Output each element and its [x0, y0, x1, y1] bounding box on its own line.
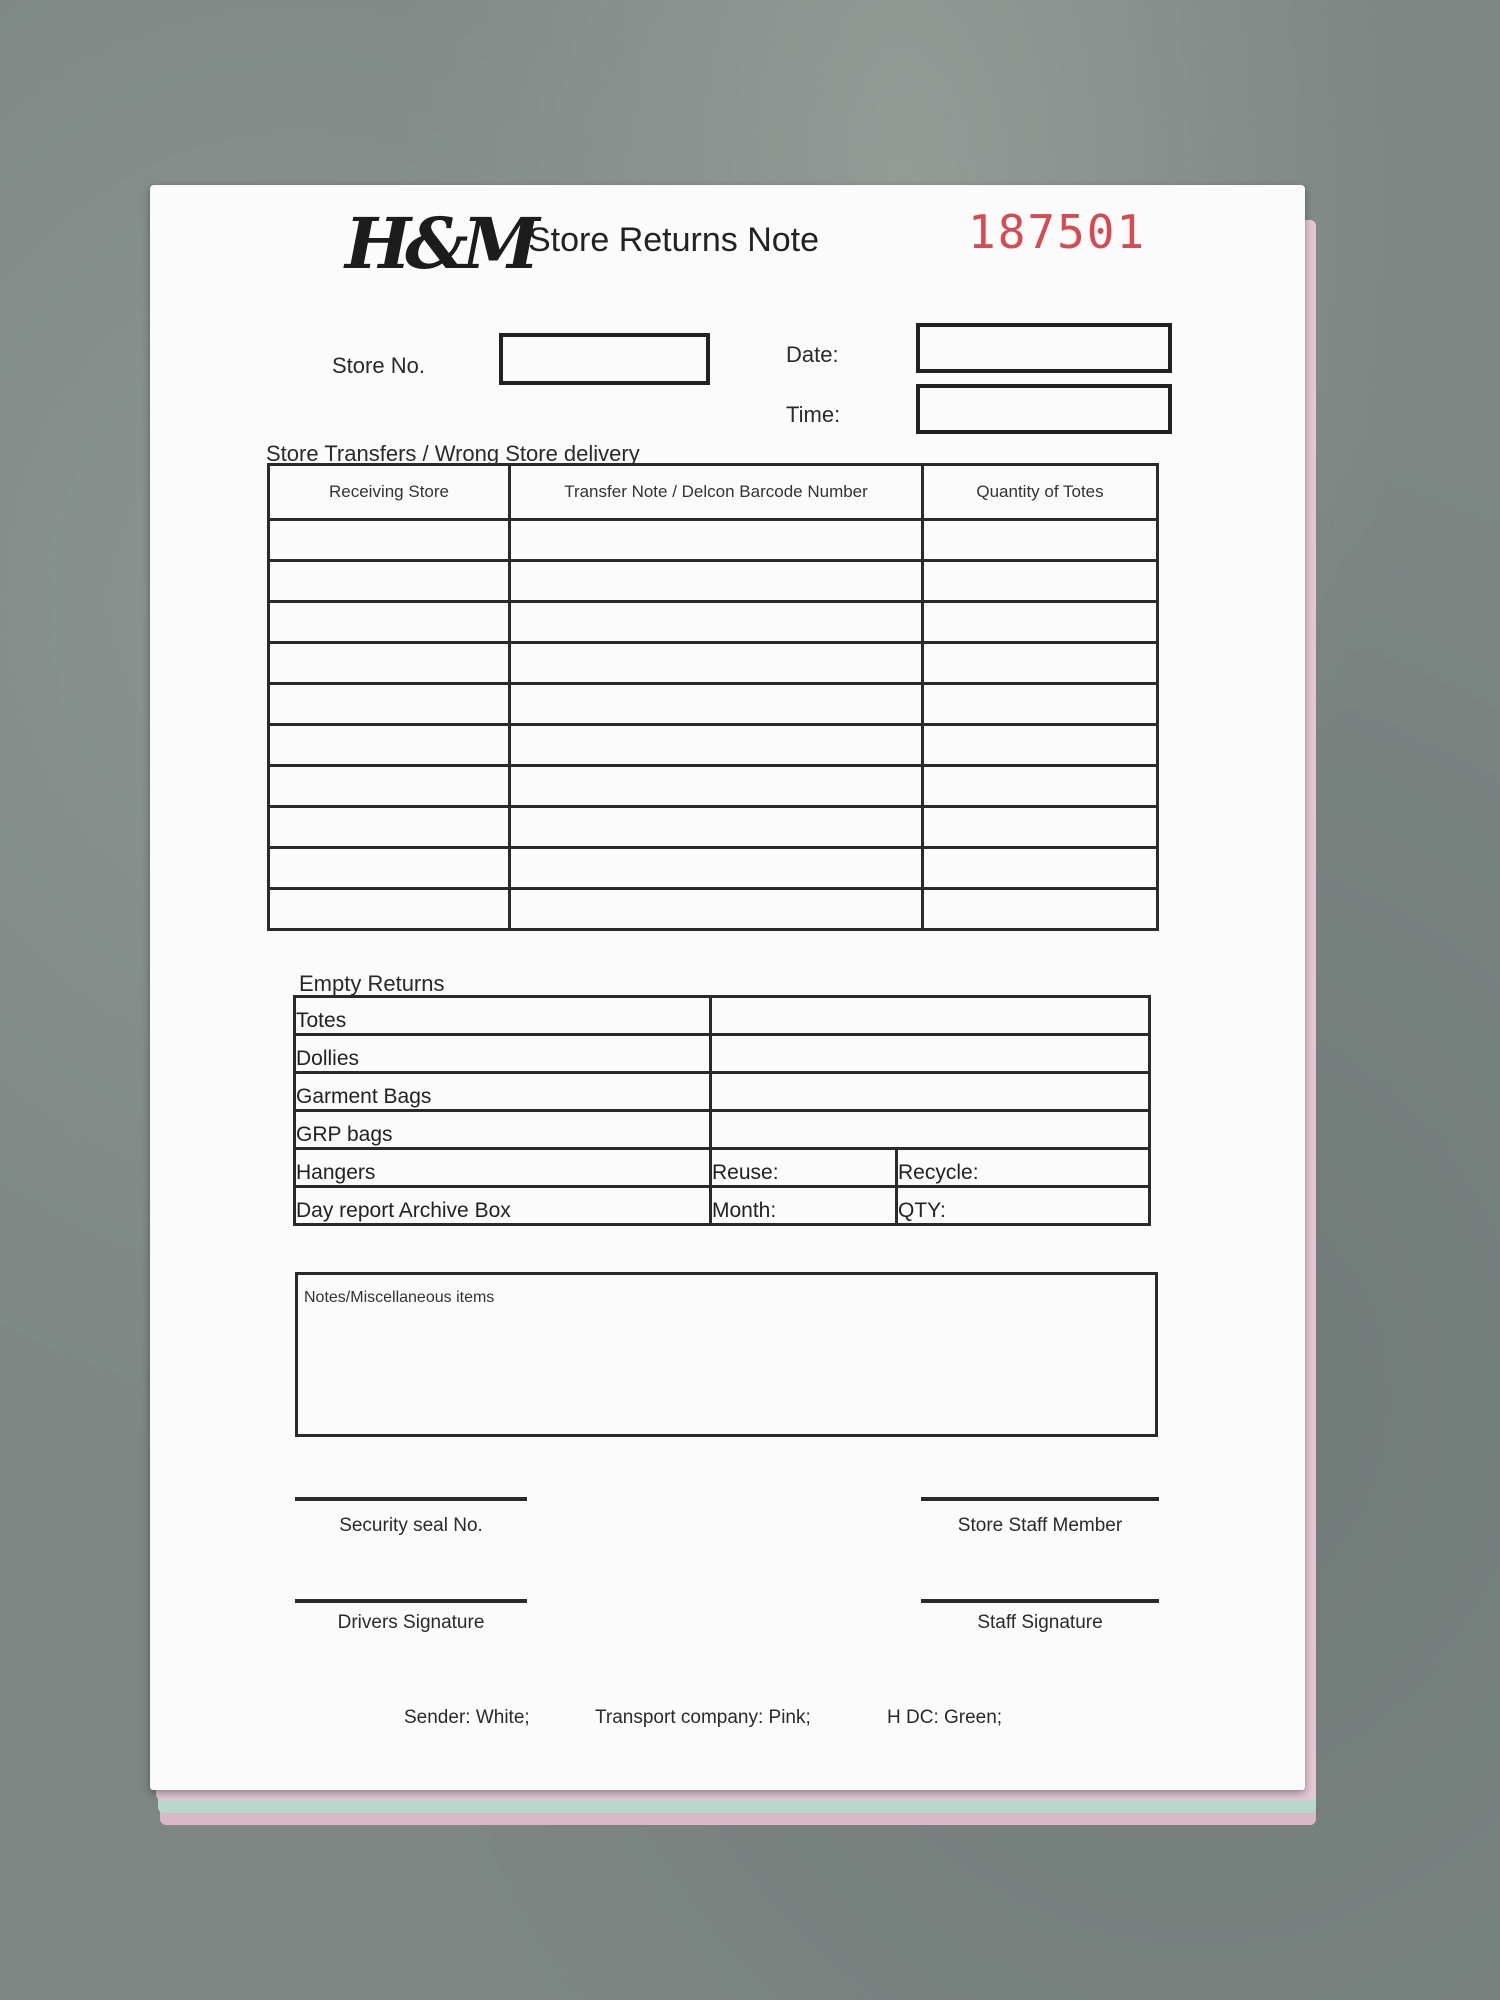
receiving-store-cell[interactable] [269, 889, 510, 930]
security-seal-label: Security seal No. [339, 1515, 483, 1536]
row-label-grp-bags: GRP bags [295, 1111, 711, 1149]
transfers-section-title: Store Transfers / Wrong Store delivery [266, 441, 640, 466]
totes-quantity-cell[interactable] [923, 643, 1158, 684]
table-row [269, 766, 1158, 807]
table-row [269, 643, 1158, 684]
table-row [269, 561, 1158, 602]
serial-number: 187501 [968, 205, 1147, 259]
receiving-store-cell[interactable] [269, 684, 510, 725]
row-label-totes: Totes [295, 997, 711, 1035]
table-row [269, 684, 1158, 725]
hangers-recycle-cell[interactable]: Recycle: [897, 1149, 1150, 1187]
receiving-store-cell[interactable] [269, 561, 510, 602]
table-row [269, 848, 1158, 889]
row-label-hangers: Hangers [295, 1149, 711, 1187]
security-seal-line[interactable] [295, 1497, 527, 1501]
column-header-receiving-store: Receiving Store [269, 465, 510, 520]
table-row [295, 1111, 1150, 1149]
column-header-transfer-note: Transfer Note / Delcon Barcode Number [510, 465, 923, 520]
archive-month-cell[interactable]: Month: [711, 1187, 897, 1225]
barcode-number-cell[interactable] [510, 520, 923, 561]
drivers-signature-label: Drivers Signature [337, 1612, 485, 1633]
table-row [269, 807, 1158, 848]
totes-quantity-cell[interactable] [923, 561, 1158, 602]
store-no-label: Store No. [332, 353, 425, 378]
date-label: Date: [786, 342, 839, 367]
barcode-number-cell[interactable] [510, 643, 923, 684]
table-row [269, 602, 1158, 643]
staff-signature-line[interactable] [921, 1599, 1159, 1603]
totes-quantity-cell[interactable] [923, 602, 1158, 643]
time-label: Time: [786, 402, 841, 427]
table-row [295, 1073, 1150, 1111]
footer-transport-copy: Transport company: Pink; [595, 1707, 811, 1728]
receiving-store-cell[interactable] [269, 766, 510, 807]
receiving-store-cell[interactable] [269, 807, 510, 848]
row-label-dollies: Dollies [295, 1035, 711, 1073]
returns-note-sheet [150, 185, 1305, 1790]
table-row [269, 725, 1158, 766]
garment-bags-value-cell[interactable] [711, 1073, 1150, 1111]
store-no-field[interactable] [499, 333, 710, 385]
transfers-table [267, 463, 1159, 931]
totes-quantity-cell[interactable] [923, 520, 1158, 561]
grp-bags-value-cell[interactable] [711, 1111, 1150, 1149]
totes-value-cell[interactable] [711, 997, 1150, 1035]
totes-quantity-cell[interactable] [923, 889, 1158, 930]
footer-dc-copy: H DC: Green; [887, 1707, 1003, 1728]
barcode-number-cell[interactable] [510, 561, 923, 602]
table-row [269, 889, 1158, 930]
empty-returns-section-title: Empty Returns [299, 971, 445, 996]
barcode-number-cell[interactable] [510, 684, 923, 725]
totes-quantity-cell[interactable] [923, 725, 1158, 766]
transfers-header-row [269, 465, 1158, 520]
notes-box[interactable] [295, 1272, 1158, 1437]
row-label-day-report-archive-box: Day report Archive Box [295, 1187, 711, 1225]
hm-logo: H&M [345, 202, 534, 285]
receiving-store-cell[interactable] [269, 725, 510, 766]
staff-signature-label: Staff Signature [977, 1612, 1103, 1633]
drivers-signature-line[interactable] [295, 1599, 527, 1603]
store-staff-line[interactable] [921, 1497, 1159, 1501]
barcode-number-cell[interactable] [510, 725, 923, 766]
barcode-number-cell[interactable] [510, 602, 923, 643]
time-field[interactable] [916, 384, 1172, 434]
barcode-number-cell[interactable] [510, 807, 923, 848]
receiving-store-cell[interactable] [269, 643, 510, 684]
store-staff-label: Store Staff Member [957, 1515, 1123, 1536]
totes-quantity-cell[interactable] [923, 684, 1158, 725]
barcode-number-cell[interactable] [510, 766, 923, 807]
receiving-store-cell[interactable] [269, 602, 510, 643]
barcode-number-cell[interactable] [510, 848, 923, 889]
table-row [295, 1149, 1150, 1187]
dollies-value-cell[interactable] [711, 1035, 1150, 1073]
form-title: Store Returns Note [528, 221, 820, 259]
totes-quantity-cell[interactable] [923, 807, 1158, 848]
row-label-garment-bags: Garment Bags [295, 1073, 711, 1111]
footer-sender-copy: Sender: White; [404, 1707, 530, 1728]
column-header-quantity-totes: Quantity of Totes [923, 465, 1158, 520]
table-row [295, 997, 1150, 1035]
table-row [295, 1187, 1150, 1225]
date-field[interactable] [916, 323, 1172, 373]
receiving-store-cell[interactable] [269, 848, 510, 889]
barcode-number-cell[interactable] [510, 889, 923, 930]
totes-quantity-cell[interactable] [923, 848, 1158, 889]
totes-quantity-cell[interactable] [923, 766, 1158, 807]
archive-qty-cell[interactable]: QTY: [897, 1187, 1150, 1225]
empty-returns-table [293, 995, 1151, 1226]
hangers-reuse-cell[interactable]: Reuse: [711, 1149, 897, 1187]
table-row [295, 1035, 1150, 1073]
table-row [269, 520, 1158, 561]
receiving-store-cell[interactable] [269, 520, 510, 561]
notes-label: Notes/Miscellaneous items [304, 1289, 495, 1306]
